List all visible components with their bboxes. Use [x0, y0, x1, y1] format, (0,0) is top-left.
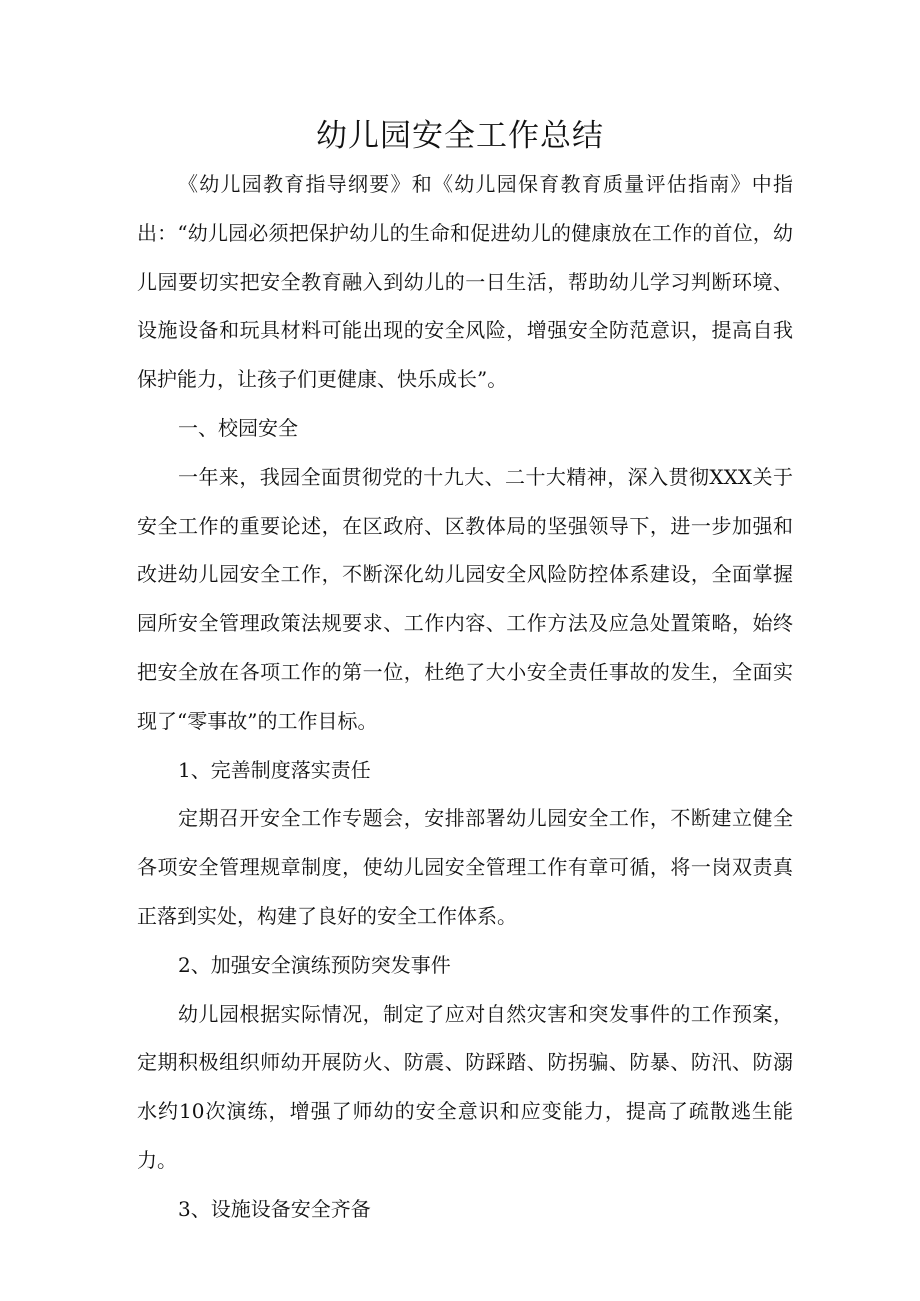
subsection-heading-2: 2、加强安全演练预防突发事件 [178, 952, 451, 977]
subsection-heading-3: 3、设施设备安全齐备 [178, 1196, 371, 1221]
subsection-heading-1: 1、完善制度落实责任 [178, 757, 371, 782]
subsection-2-paragraph: 幼儿园根据实际情况，制定了应对自然灾害和突发事件的工作预案，定期积极组织师幼开展防火、防震、防踩踏、防拐骗、防暴、防汛、防溺水约10次演练，增强了师幼的安全意识和应变能力，提高了疏散逃生能力。 [137, 1001, 793, 1172]
subsection-1-paragraph: 定期召开安全工作专题会，安排部署幼儿园安全工作，不断建立健全各项安全管理规章制度，使幼儿园安全管理工作有章可循，将一岗双责真正落到实处，构建了良好的安全工作体系。 [137, 806, 793, 928]
intro-paragraph: 《幼儿园教育指导纲要》和《幼儿园保育教育质量评估指南》中指出：“幼儿园必须把保护幼儿的生命和促进幼儿的健康放在工作的首位，幼儿园要切实把安全教育融入到幼儿的一日生活，帮助幼儿学习判断环境、设施设备和玩具材料可能出现的安全风险，增强安全防范意识，提高自我保护能力，让孩子们更健康、快乐成长”。 [137, 172, 793, 392]
section-heading-campus-safety: 一、校园安全 [178, 415, 298, 440]
document-title: 幼儿园安全工作总结 [316, 118, 604, 154]
document-body [137, 160, 793, 1234]
campus-safety-paragraph: 一年来，我园全面贯彻党的十九大、二十大精神，深入贯彻XXX关于安全工作的重要论述，在区政府、区教体局的坚强领导下，进一步加强和改进幼儿园安全工作，不断深化幼儿园安全风险防控体系建设，全面掌握园所安全管理政策法规要求、工作内容、工作方法及应急处置策略，始终把安全放在各项工作的第一位，杜绝了大小安全责任事故的发生，全面实现了“零事故”的工作目标。 [137, 464, 793, 733]
